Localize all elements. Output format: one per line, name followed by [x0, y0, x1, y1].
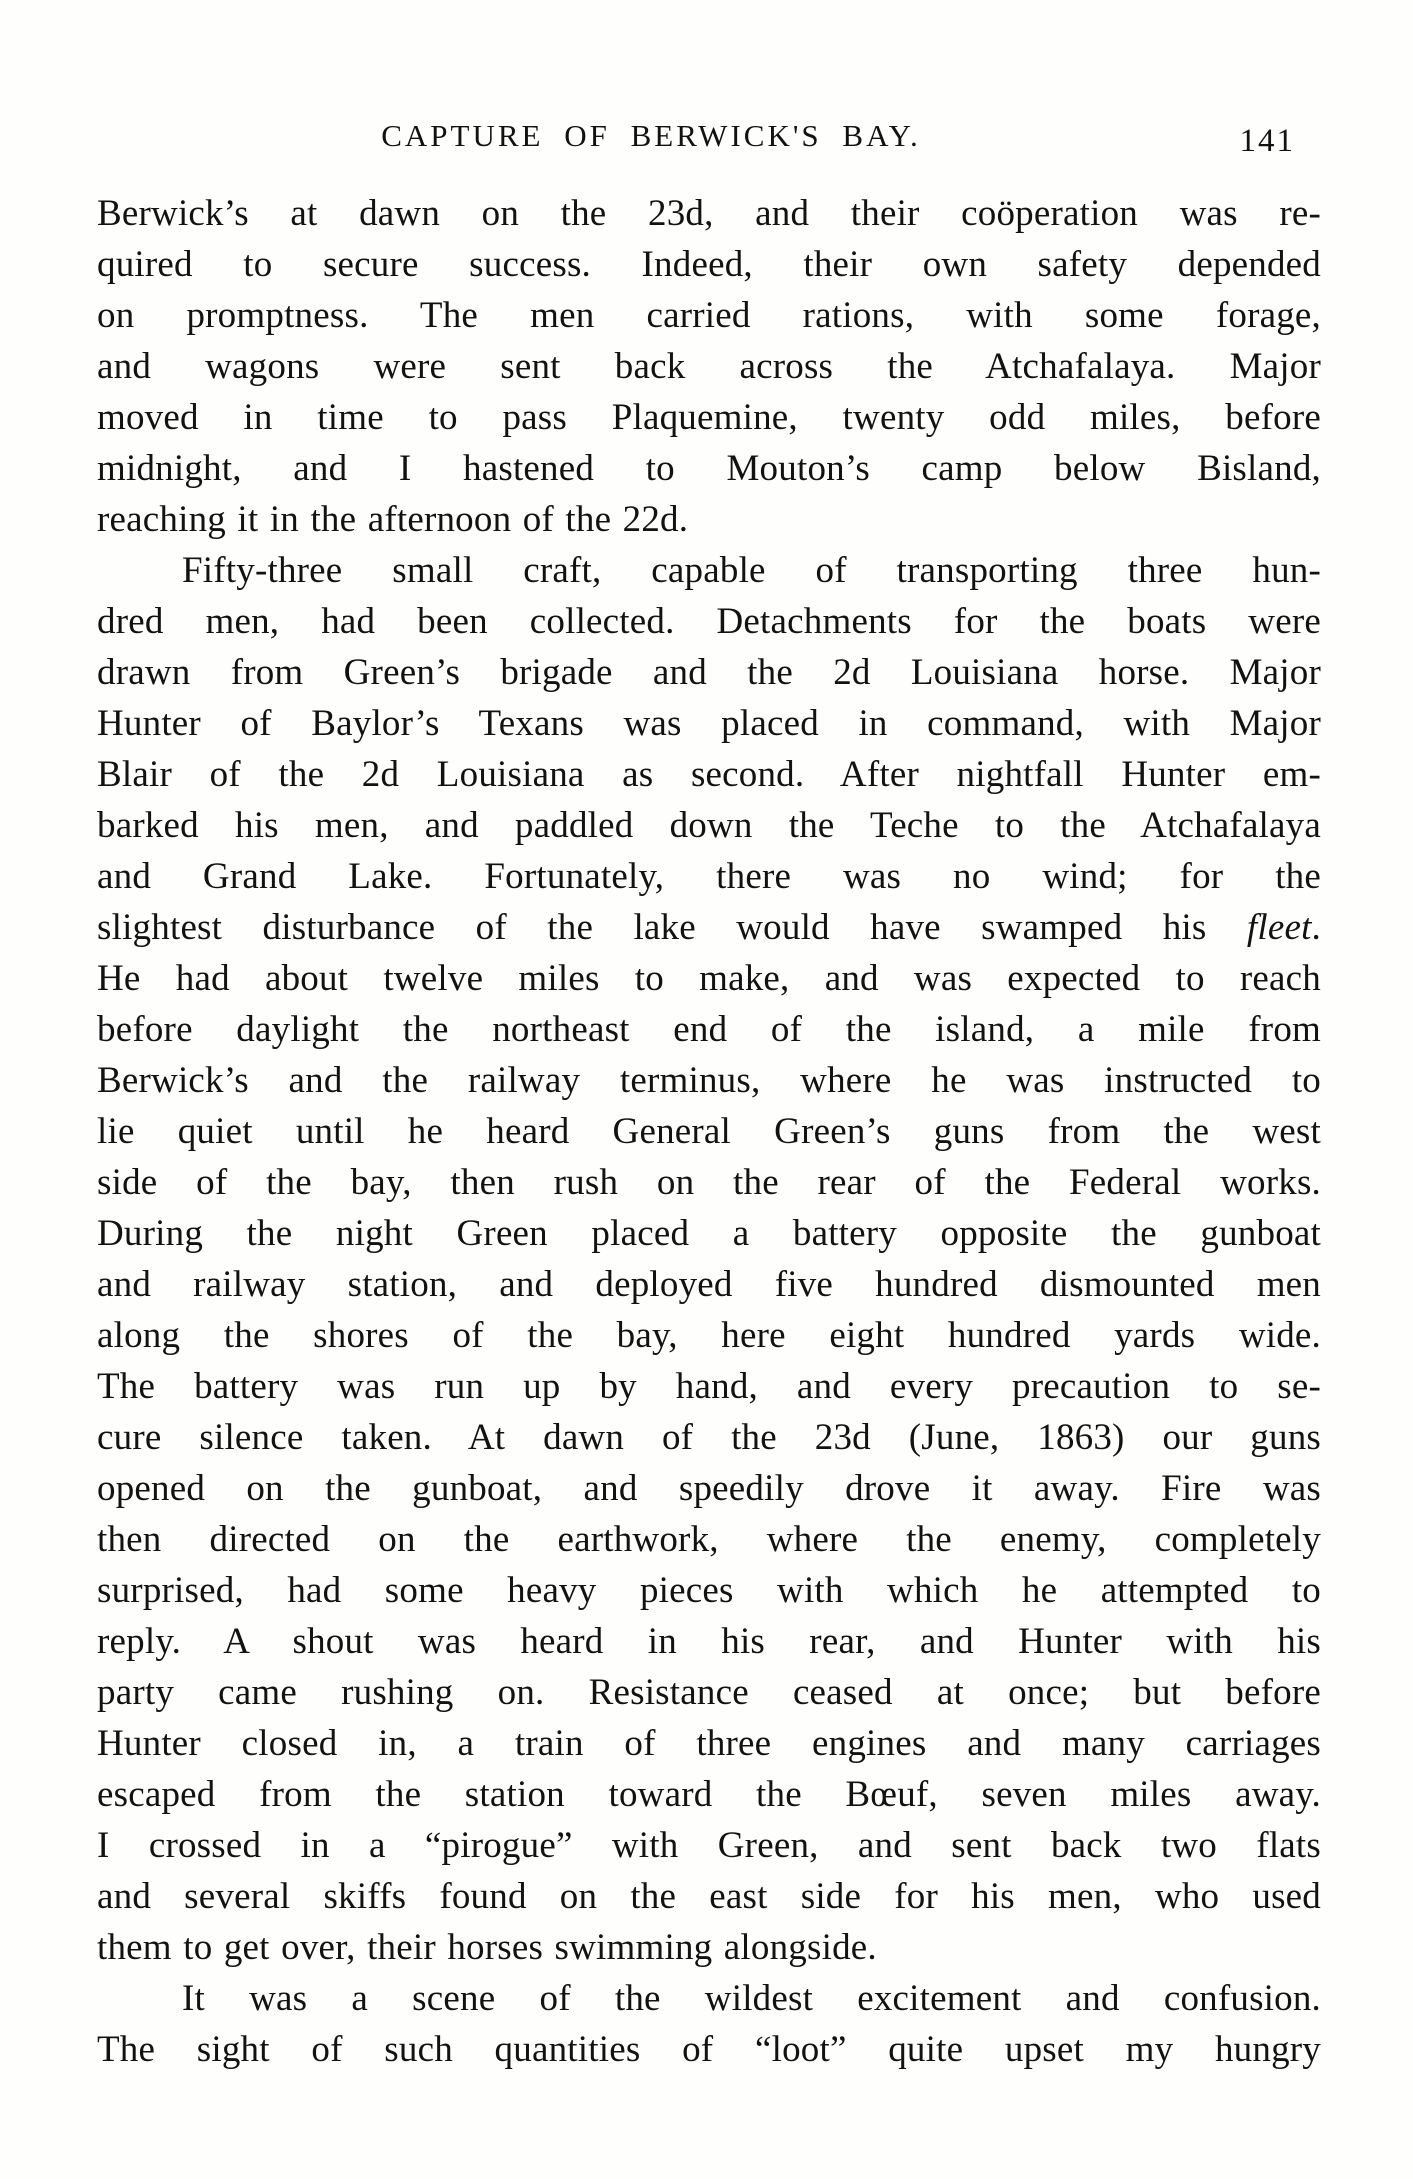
text-line: cure silence taken. At dawn of the 23d (June, 1863) our guns [97, 1417, 1321, 1458]
text-block [97, 188, 1321, 2075]
text-line: before daylight the northeast end of the island, a mile from [97, 1009, 1321, 1050]
text-line: Fifty-three small craft, capable of transporting three hun- [182, 550, 1321, 591]
text-line: them to get over, their horses swimming alongside. [97, 1927, 877, 1968]
text-line: on promptness. The men carried rations, with some forage, [97, 295, 1321, 336]
text-line: midnight, and I hastened to Mouton’s camp below Bisland, [97, 448, 1321, 489]
text-line: quired to secure success. Indeed, their own safety depended [97, 244, 1321, 285]
text-line: slightest disturbance of the lake would have swamped his fleet. [97, 907, 1321, 948]
text-line: reaching it in the afternoon of the 22d. [97, 499, 689, 540]
text-line: The sight of such quantities of “loot” quite upset my hungry [97, 2029, 1321, 2070]
text-line: moved in time to pass Plaquemine, twenty odd miles, before [97, 397, 1321, 438]
text-line: During the night Green placed a battery opposite the gunboat [97, 1213, 1321, 1254]
text-line: and wagons were sent back across the Atchafalaya. Major [97, 346, 1321, 387]
text-line: and several skiffs found on the east side for his men, who used [97, 1876, 1321, 1917]
text-line: escaped from the station toward the Bœuf, seven miles away. [97, 1774, 1321, 1815]
text-line: Berwick’s and the railway terminus, where he was instructed to [97, 1060, 1321, 1101]
text-line: and railway station, and deployed five hundred dismounted men [97, 1264, 1321, 1305]
paragraph [97, 1973, 1321, 2075]
page-content [97, 118, 1321, 2075]
text-line: The battery was run up by hand, and every precaution to se- [97, 1366, 1321, 1407]
page-number: 141 [1239, 123, 1295, 159]
text-line: lie quiet until he heard General Green’s guns from the west [97, 1111, 1321, 1152]
text-line: side of the bay, then rush on the rear of the Federal works. [97, 1162, 1321, 1203]
text-line: then directed on the earthwork, where the enemy, completely [97, 1519, 1321, 1560]
running-title: CAPTURE OF BERWICK'S BAY. [381, 118, 921, 153]
text-line: drawn from Green’s brigade and the 2d Louisiana horse. Major [97, 652, 1321, 693]
text-line: dred men, had been collected. Detachments for the boats were [97, 601, 1321, 642]
text-line: surprised, had some heavy pieces with which he attempted to [97, 1570, 1321, 1611]
text-line: He had about twelve miles to make, and was expected to reach [97, 958, 1321, 999]
text-line: Blair of the 2d Louisiana as second. After nightfall Hunter em- [97, 754, 1321, 795]
text-line: reply. A shout was heard in his rear, and Hunter with his [97, 1621, 1321, 1662]
text-line: along the shores of the bay, here eight hundred yards wide. [97, 1315, 1321, 1356]
text-line: Berwick’s at dawn on the 23d, and their coöperation was re- [97, 193, 1321, 234]
text-line: Hunter of Baylor’s Texans was placed in command, with Major [97, 703, 1321, 744]
text-line: I crossed in a “pirogue” with Green, and sent back two flats [97, 1825, 1321, 1866]
text-line: barked his men, and paddled down the Teche to the Atchafalaya [97, 805, 1321, 846]
text-line: Hunter closed in, a train of three engines and many carriages [97, 1723, 1321, 1764]
text-line: opened on the gunboat, and speedily drove it away. Fire was [97, 1468, 1321, 1509]
text-line: party came rushing on. Resistance ceased at once; but before [97, 1672, 1321, 1713]
text-line: It was a scene of the wildest excitement and confusion. [182, 1978, 1321, 2019]
paragraph [97, 188, 1321, 545]
text-line: and Grand Lake. Fortunately, there was no wind; for the [97, 856, 1321, 897]
paragraph [97, 545, 1321, 1973]
page-header [97, 118, 1321, 164]
